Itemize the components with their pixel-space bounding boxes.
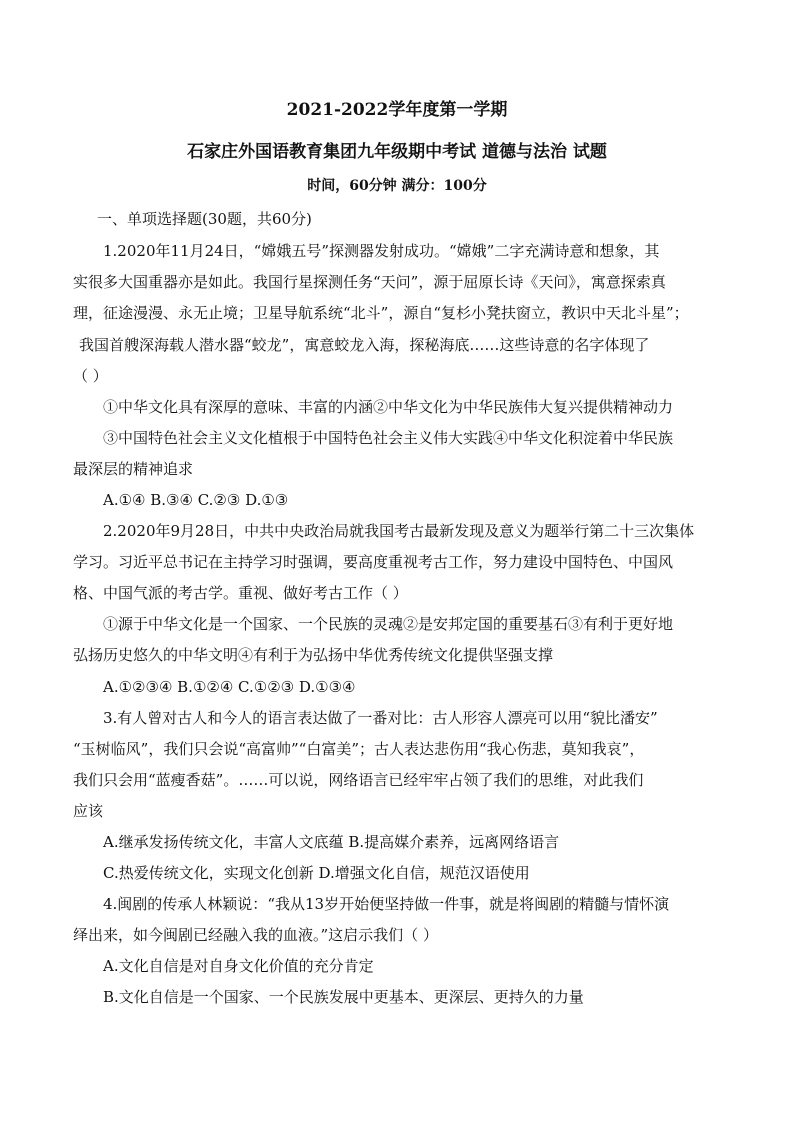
q3-line-4: 应该 (73, 802, 104, 820)
q1-option-line-2: ③中国特色社会主义文化植根于中国特色社会主义伟大实践④中华文化积淀着中华民族 (103, 429, 674, 447)
q3-line-2: “玉树临风”，我们只会说“高富帅”“白富美”；古人表达悲伤用“我心伤悲，莫知我哀”， (73, 740, 645, 758)
q2-option-line-1: ①源于中华文化是一个国家、一个民族的灵魂②是安邦定国的重要基石③有利于更好地 (103, 615, 674, 633)
q1-blank: （ ） (73, 367, 108, 385)
exam-time-score: 时间，60分钟 满分：100分 (307, 178, 487, 194)
q1-line-2: 实很多大国重器亦是如此。我国行星探测任务“天问”，源于屈原长诗《天问》，寓意探索真 (73, 273, 666, 291)
q2-line-1: 2.2020年9月28日，中共中央政治局就我国考古最新发现及意义为题举行第二十三次集体 (103, 522, 695, 540)
q3-option-c-d: C.热爱传统文化，实现文化创新 D.增强文化自信，规范汉语使用 (103, 864, 530, 882)
q2-answers: A.①②③④ B.①②④ C.①②③ D.①③④ (103, 678, 356, 696)
q1-line-3: 理，征途漫漫、永无止境；卫星导航系统“北斗”，源自“复杉小凳扶窗立，教识中天北斗星”； (73, 304, 689, 322)
q2-option-line-2: 弘扬历史悠久的中华文明④有利于为弘扬中华优秀传统文化提供坚强支撑 (73, 646, 554, 664)
q3-option-a-b: A.继承发扬传统文化，丰富人文底蕴 B.提高媒介素养，远离网络语言 (103, 833, 560, 851)
q1-option-line-1: ①中华文化具有深厚的意味、丰富的内涵②中华文化为中华民族伟大复兴提供精神动力 (103, 398, 674, 416)
section-heading: 一、单项选择题(30题，共60分) (97, 210, 312, 228)
exam-title: 石家庄外国语教育集团九年级期中考试 道德与法治 试题 (187, 142, 607, 162)
q4-option-a: A.文化自信是对自身文化价值的充分肯定 (103, 957, 374, 975)
q4-line-1: 4.闽剧的传承人林颖说：“我从13岁开始便坚持做一件事，就是将闽剧的精髓与情怀演 (103, 895, 670, 913)
q2-line-3: 格、中国气派的考古学。重视、做好考古工作（ ） (73, 584, 408, 602)
q1-line-4: 我国首艘深海载人潜水器“蛟龙”，寓意蛟龙入海，探秘海底……这些诗意的名字体现了 (79, 336, 650, 354)
exam-term-title: 2021-2022学年度第一学期 (286, 100, 508, 120)
q3-line-1: 3.有人曾对古人和今人的语言表达做了一番对比：古人形容人漂亮可以用“貌比潘安” (103, 709, 658, 727)
q1-option-line-3: 最深层的精神追求 (73, 460, 194, 478)
q3-line-3: 我们只会用“蓝瘦香菇”。……可以说，网络语言已经牢牢占领了我们的思维，对此我们 (73, 771, 644, 789)
q4-line-2: 绎出来，如今闽剧已经融入我的血液。”这启示我们（ ） (73, 926, 438, 944)
q1-answers: A.①④ B.③④ C.②③ D.①③ (103, 491, 289, 509)
q4-option-b: B.文化自信是一个国家、一个民族发展中更基本、更深层、更持久的力量 (103, 988, 584, 1006)
q2-line-2: 学习。习近平总书记在主持学习时强调，要高度重视考古工作，努力建设中国特色、中国风 (73, 553, 674, 571)
q1-line-1: 1.2020年11月24日，“嫦娥五号”探测器发射成功。“嫦娥”二字充满诗意和想象，其 (103, 242, 660, 260)
